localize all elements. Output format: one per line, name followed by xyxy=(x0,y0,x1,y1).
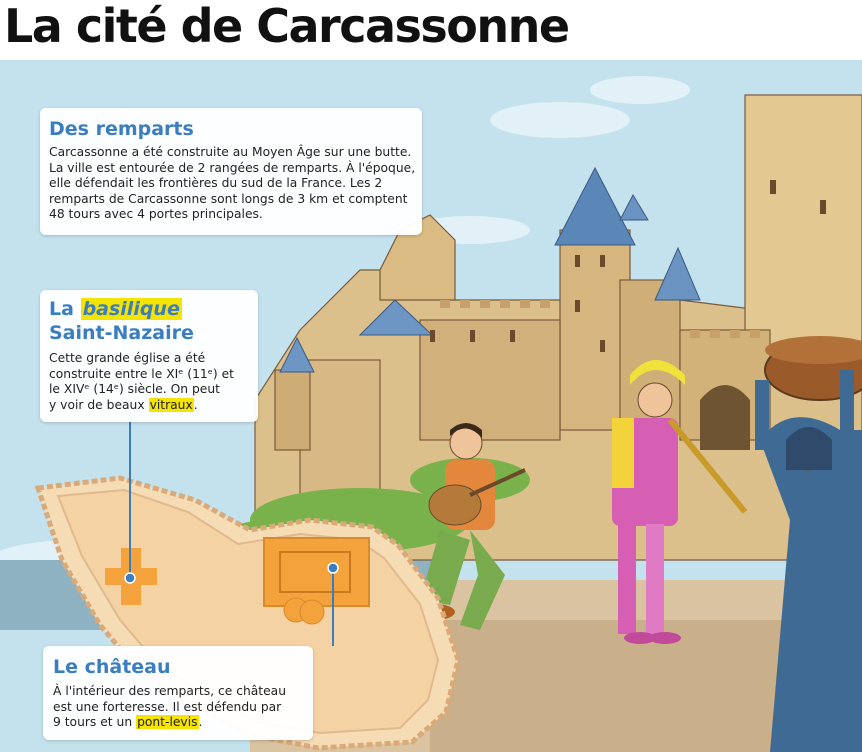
basilique-pointer-dot xyxy=(125,573,135,583)
pont-levis-highlight: pont-levis xyxy=(137,715,198,730)
castle-gate xyxy=(700,385,750,450)
basilique-body-line: construite entre le XIᵉ (11ᵉ) et xyxy=(49,366,234,381)
chateau-body-line: 9 tours et un xyxy=(53,715,133,730)
chateau-end-punct: . xyxy=(198,715,203,730)
chateau-heading: Le château xyxy=(53,656,171,678)
basilique-body-line: le XIVᵉ (14ᵉ) siècle. On peut xyxy=(49,382,220,397)
chateau-body-line: À l'intérieur des remparts, ce château xyxy=(53,684,287,698)
chateau-info-card xyxy=(43,646,313,740)
chateau-pointer-dot xyxy=(328,563,338,573)
remparts-info-card xyxy=(40,108,422,235)
basilique-body xyxy=(49,351,254,413)
basilique-end-punct: . xyxy=(193,397,198,412)
basilique-heading xyxy=(49,298,182,320)
vitraux-highlight: vitraux xyxy=(149,397,193,412)
page-title: La cité de Carcassonne xyxy=(4,0,569,53)
remparts-body: Carcassonne a été construite au Moyen Âge sur une butte. La ville est entourée de 2 rangées de remparts. À l'époque, elle défendait les frontières du sud de la France. Les 2 remparts de Carcassonne sont longs de 3 km et comptent 48 tours avec 4 portes principales. xyxy=(49,145,416,222)
basilique-heading-line2: Saint-Nazaire xyxy=(49,322,194,344)
basilique-body-line: y voir de beaux xyxy=(49,397,145,412)
chateau-body-line: est une forteresse. Il est défendu par xyxy=(53,699,282,714)
basilique-body-line: Cette grande église a été xyxy=(49,351,206,365)
basilique-heading-highlight: basilique xyxy=(82,298,180,320)
basilique-heading-prefix: La xyxy=(49,298,74,320)
remparts-heading: Des remparts xyxy=(49,118,194,140)
basilique-info-card xyxy=(40,290,258,422)
chateau-body xyxy=(53,684,311,731)
